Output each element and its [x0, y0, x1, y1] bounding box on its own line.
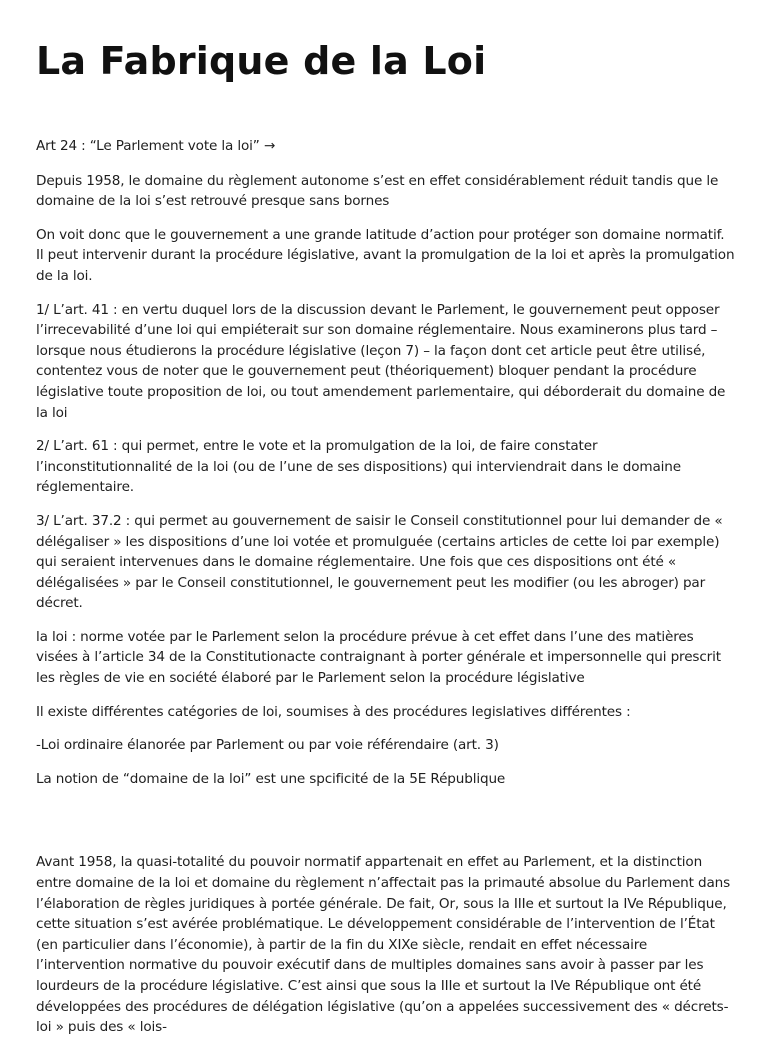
page-title: La Fabrique de la Loi	[36, 39, 487, 83]
section-spacer	[36, 802, 736, 852]
paragraph-definition-loi: la loi : norme votée par le Parlement selon la procédure prévue à cet effet dans l’une des matières visées à l’article 34 de la Constitutionacte contraignant à porter générale et impersonnelle qui prescrit les règles de vie en société élaboré par le Parlement selon la procédure législative	[36, 628, 721, 687]
document-page	[36, 0, 736, 1051]
paragraph-article-41: 1/ L’art. 41 : en vertu duquel lors de la discussion devant le Parlement, le gouvernement peut opposer l’irrecevabilité d’une loi qui empiéterait sur son domaine réglementaire. Nous examinerons plus tard – lorsque nous étudierons la procédure législative (leçon 7) – la façon dont cet article peut être utilisé, contentez vous de noter que le gouvernement peut (théoriquement) bloquer pendant la procédure législative toute proposition de loi, ou tout amendement parlementaire, qui déborderait du domaine de la loi	[36, 301, 726, 421]
paragraph-article-61: 2/ L’art. 61 : qui permet, entre le vote et la promulgation de la loi, de faire constater l’inconstitutionnalité de la loi (ou de l’une de ses dispositions) qui interviendrait dans le domaine réglementaire.	[36, 438, 681, 496]
paragraph-loi-ordinaire: -Loi ordinaire élanorée par Parlement ou par voie référendaire (art. 3)	[36, 737, 499, 754]
paragraph-categories-loi: Il existe différentes catégories de loi, soumises à des procédures legislatives différentes :	[36, 703, 631, 720]
paragraph-domaine-reglement: Depuis 1958, le domaine du règlement autonome s’est en effet considérablement réduit tandis que le domaine de la loi s’est retrouvé presque sans bornes	[36, 172, 719, 210]
paragraph-latitude-gouvernement: On voit donc que le gouvernement a une grande latitude d’action pour protéger son domaine normatif. Il peut intervenir durant la procédure législative, avant la promulgation de la loi et après la promulgation de la loi.	[36, 226, 735, 284]
document-body	[36, 136, 736, 1038]
paragraph-notion-domaine: La notion de “domaine de la loi” est une spcificité de la 5E République	[36, 770, 506, 787]
paragraph-avant-1958: Avant 1958, la quasi-totalité du pouvoir normatif appartenait en effet au Parlement, et la distinction entre domaine de la loi et domaine du règlement n’affectait pas la primauté absolue du Parlement dans l’élaboration de règles juridiques à portée générale. De fait, Or, sous la IIIe et surtout la IVe République, cette situation s’est avérée problématique. Le développement considérable de l’intervention de l’État (en particulier dans l’économie), à partir de la fin du XIXe siècle, rendait en effet nécessaire l’intervention normative du pouvoir exécutif dans de multiples domaines sans avoir à passer par les lourdeurs de la procédure législative. C’est ainsi que sous la IIIe et surtout la IVe République ont été développées des procédures de délégation législative (qu’on a appelées successivement des « décrets-loi » puis des « lois-	[36, 854, 731, 1036]
paragraph-article-24: Art 24 : “Le Parlement vote la loi” →	[36, 138, 276, 154]
paragraph-article-37-2: 3/ L’art. 37.2 : qui permet au gouvernement de saisir le Conseil constitutionnel pour lui demander de « délégaliser » les dispositions d’une loi votée et promulguée (certains articles de cette loi par exemple) qui seraient intervenues dans le domaine réglementaire. Une fois que ces dispositions ont été « délégalisées » par le Conseil constitutionnel, le gouvernement peut les modifier (ou les abroger) par décret.	[36, 512, 723, 612]
